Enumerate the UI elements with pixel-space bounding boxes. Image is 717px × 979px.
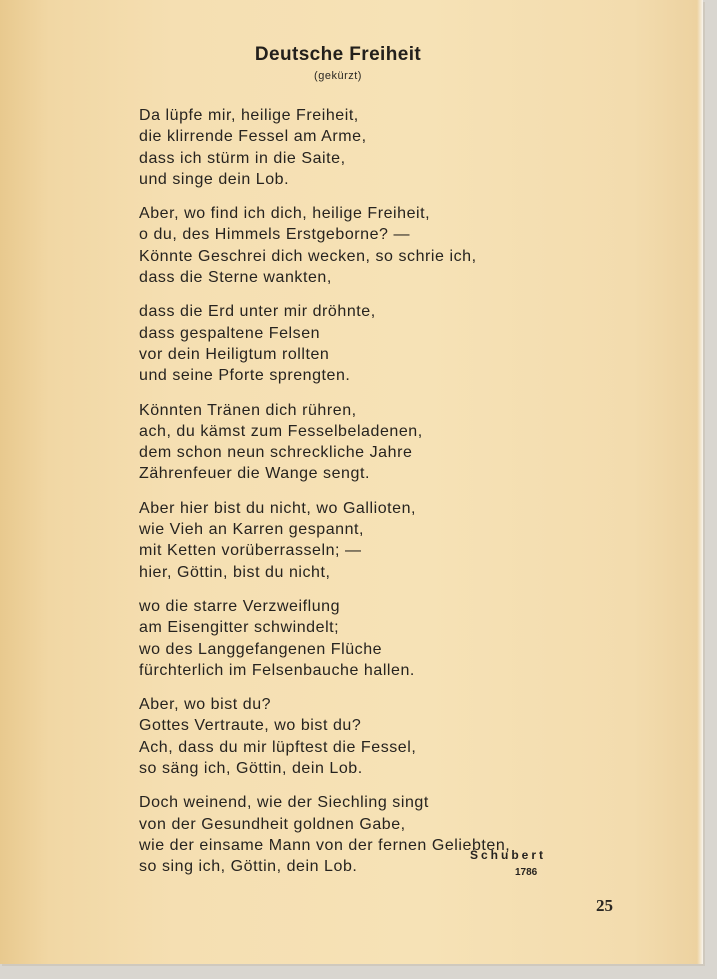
poem-title: Deutsche Freiheit	[254, 44, 422, 65]
poem-line: wie Vieh an Karren gespannt,	[139, 521, 365, 539]
poem-line: so säng ich, Göttin, dein Lob.	[139, 760, 363, 778]
poem-line: wo des Langgefangenen Flüche	[139, 640, 383, 658]
poem-line: Aber, wo find ich dich, heilige Freiheit,	[139, 205, 431, 223]
stanza	[139, 301, 679, 386]
poem-line: so sing ich, Göttin, dein Lob.	[139, 858, 358, 876]
poem-line: Aber hier bist du nicht, wo Gallioten,	[139, 499, 417, 517]
poem-line: wo die starre Verzweiflung	[139, 597, 341, 615]
stanza	[139, 498, 679, 583]
poem-line: und seine Pforte sprengten.	[139, 367, 351, 385]
poem-line: dass die Sterne wankten,	[139, 269, 332, 287]
poem-line: fürchterlich im Felsenbauche hallen.	[139, 661, 415, 679]
poem-subtitle: (gekürzt)	[314, 70, 362, 82]
poem-line: am Eisengitter schwindelt;	[139, 619, 340, 637]
poem-line: mit Ketten vorüberrasseln; —	[139, 542, 362, 560]
poem-line: dass gespaltene Felsen	[139, 324, 321, 342]
stanza	[139, 792, 679, 877]
poem-line: hier, Göttin, bist du nicht,	[139, 563, 331, 581]
poem-line: dass die Erd unter mir dröhnte,	[139, 303, 376, 321]
poem-line: und singe dein Lob.	[139, 170, 290, 188]
poem-line: wie der einsame Mann von der fernen Geliebten,	[139, 836, 511, 854]
stanza	[139, 694, 679, 779]
poem-line: dem schon neun schreckliche Jahre	[139, 444, 413, 462]
poem-body	[139, 105, 679, 891]
poem-line: o du, des Himmels Erstgeborne? —	[139, 226, 411, 244]
author-year: 1786	[515, 867, 538, 878]
poem-line: Doch weinend, wie der Siechling singt	[139, 794, 429, 812]
poem-line: Zährenfeuer die Wange sengt.	[139, 465, 370, 483]
poem-line: dass ich stürm in die Saite,	[139, 149, 346, 167]
poem-line: vor dein Heiligtum rollten	[139, 345, 330, 363]
poem-line: Da lüpfe mir, heilige Freiheit,	[139, 107, 359, 124]
stanza	[139, 400, 679, 485]
poem-line: ach, du kämst zum Fesselbeladenen,	[139, 422, 423, 440]
poem-line: Gottes Vertraute, wo bist du?	[139, 717, 362, 735]
stanza	[139, 105, 679, 190]
poem-line: die klirrende Fessel am Arme,	[139, 128, 367, 146]
poem-line: von der Gesundheit goldnen Gabe,	[139, 815, 406, 833]
author-signature: Schubert	[470, 848, 547, 862]
page-number: 25	[596, 896, 613, 915]
poem-line: Aber, wo bist du?	[139, 696, 272, 714]
poem-line: Könnte Geschrei dich wecken, so schrie ich,	[139, 247, 477, 265]
poem-line: Ach, dass du mir lüpftest die Fessel,	[139, 738, 417, 756]
poem-line: Könnten Tränen dich rühren,	[139, 401, 357, 419]
stanza	[139, 596, 679, 681]
stanza	[139, 203, 679, 288]
